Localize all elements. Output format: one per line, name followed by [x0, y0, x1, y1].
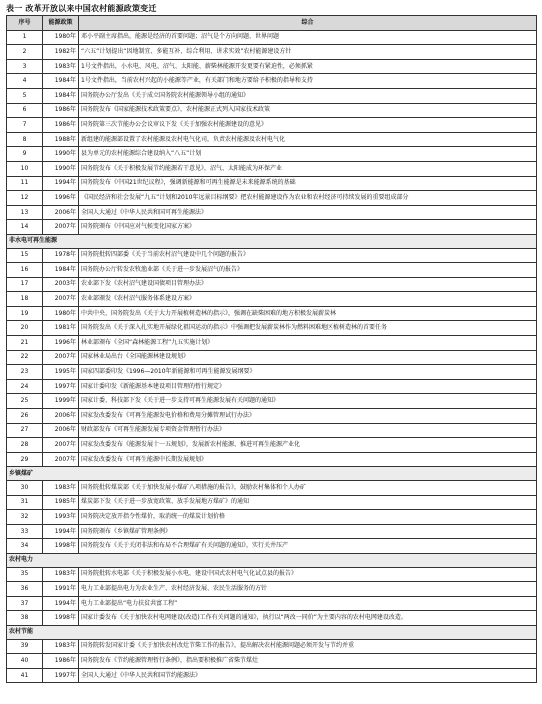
row-number: 27 [7, 423, 43, 438]
row-number: 21 [7, 336, 43, 351]
row-year: 1994年 [43, 176, 79, 191]
table-row [7, 524, 537, 539]
row-year: 1994年 [43, 524, 79, 539]
row-year: 1983年 [43, 567, 79, 582]
row-year: 1980年 [43, 30, 79, 45]
header-content: 综合 [79, 16, 537, 31]
row-year: 1988年 [43, 132, 79, 147]
row-year: 1998年 [43, 611, 79, 626]
row-year: 1983年 [43, 59, 79, 74]
row-number: 5 [7, 88, 43, 103]
row-number: 30 [7, 481, 43, 496]
table-row [7, 379, 537, 394]
row-number: 36 [7, 582, 43, 597]
table-row [7, 495, 537, 510]
row-year: 1986年 [43, 118, 79, 133]
row-number: 32 [7, 510, 43, 525]
section-row [7, 234, 537, 248]
row-content: 国家林业局出台《全国能源林建设规划》 [79, 350, 537, 365]
header-seq: 序号 [7, 16, 43, 31]
table-row [7, 423, 537, 438]
row-number: 24 [7, 379, 43, 394]
row-content: 林业部颁布《全国“森林能源工程”九五实施计划》 [79, 336, 537, 351]
row-content: 中共中央、国务院发出《关于大力开展植树造林的指示》，强调在缺柴困难的地方积极发展薪炭林 [79, 306, 537, 321]
row-content: 国务院发布《关于关闭非法和布局不合理煤矿有关问题的通知》，实行关井压产 [79, 539, 537, 554]
row-number: 34 [7, 539, 43, 554]
table-row [7, 205, 537, 220]
row-number: 40 [7, 654, 43, 669]
row-number: 19 [7, 306, 43, 321]
table-row [7, 639, 537, 654]
row-content: 国家发改委发布《能源发展十一五规划》，发展新农村能源、推进可再生能源产业化 [79, 438, 537, 453]
row-content: 国家发改委发布《可再生能源发电价格和费用分摊管理试行办法》 [79, 409, 537, 424]
row-year: 1986年 [43, 103, 79, 118]
row-content: 农业部颁发《农村沼气服务体系建设方案》 [79, 292, 537, 307]
table-row [7, 74, 537, 89]
row-content: 国家计委、科技部下发《关于进一步支持可再生能源发展有关问题的通知》 [79, 394, 537, 409]
row-number: 15 [7, 248, 43, 263]
row-content: 国务院办公厅转发农牧渔业部《关于进一步发展沼气的报告》 [79, 263, 537, 278]
table-row [7, 654, 537, 669]
table-row [7, 321, 537, 336]
row-content: 邓小平副主席指出，能源是经济的首要问题；沼气是个方向问题、世界问题 [79, 30, 537, 45]
row-number: 2 [7, 45, 43, 60]
row-year: 2006年 [43, 205, 79, 220]
table-row [7, 365, 537, 380]
row-number: 16 [7, 263, 43, 278]
row-content: 国家计委发布《关于加快农村电网建设(改造)工作有关问题的通知》，执行以“两改一同价”为主要内容的农村电网建设改造。 [79, 611, 537, 626]
table-row [7, 596, 537, 611]
table-row [7, 452, 537, 467]
row-content: 1号文件指出，小水电、风电、沼气、太阳能、薪柴林能源开发更要有紧迫性，必须抓紧 [79, 59, 537, 74]
row-year: 1982年 [43, 45, 79, 60]
table-row [7, 306, 537, 321]
row-year: 1990年 [43, 161, 79, 176]
table-row [7, 567, 537, 582]
table-row [7, 220, 537, 235]
row-content: 国务院批转四部委《关于当前农村沼气建设中几个问题的报告》 [79, 248, 537, 263]
row-content: 国务院发布《节约能源管理暂行条例》，指出要积极推广省柴节煤灶 [79, 654, 537, 669]
row-number: 4 [7, 74, 43, 89]
table-row [7, 582, 537, 597]
row-year: 2006年 [43, 409, 79, 424]
table-row [7, 132, 537, 147]
table-row [7, 176, 537, 191]
row-year: 1984年 [43, 74, 79, 89]
table-row [7, 277, 537, 292]
row-content: 国务院办公厅发出《关于成立国务院农村能源领导小组的通知》 [79, 88, 537, 103]
row-content: 财政部发布《可再生能源发展专项资金管理暂行办法》 [79, 423, 537, 438]
row-year: 1984年 [43, 88, 79, 103]
row-content: 国务院发出《关于深入扎实地开展绿化祖国运动的指示》中强调把发展薪炭林作为燃料困难地区植树造林的首要任务 [79, 321, 537, 336]
row-year: 1998年 [43, 539, 79, 554]
row-content: 全国人大通过《中华人民共和国节约能源法》 [79, 668, 537, 683]
row-number: 20 [7, 321, 43, 336]
section-heading: 农村节能 [7, 625, 537, 639]
row-number: 1 [7, 30, 43, 45]
table-row [7, 263, 537, 278]
row-number: 41 [7, 668, 43, 683]
row-year: 1983年 [43, 639, 79, 654]
row-number: 31 [7, 495, 43, 510]
row-content: “六五”计划提出“因地制宜、多能互补、综合利用、讲求实效”农村能源建设方针 [79, 45, 537, 60]
row-content: 国务院发布《国家能源技术政策要点》，农村能源正式列入国家技术政策 [79, 103, 537, 118]
table-row [7, 611, 537, 626]
section-heading: 农村电力 [7, 553, 537, 567]
row-content: 国务院转发国家计委《关于加快农村改灶节柴工作的报告》，提出解决农村能源问题必须开发与节约并重 [79, 639, 537, 654]
row-number: 35 [7, 567, 43, 582]
row-year: 2003年 [43, 277, 79, 292]
row-year: 1981年 [43, 321, 79, 336]
row-content: 农业部下发《农村沼气建设国债项目管理办法》 [79, 277, 537, 292]
table-row [7, 336, 537, 351]
row-year: 1999年 [43, 394, 79, 409]
row-number: 10 [7, 161, 43, 176]
row-number: 25 [7, 394, 43, 409]
row-content: 国务院决定放开指令性煤价，取消统一的煤炭计划价格 [79, 510, 537, 525]
row-content: 国家四部委印发《1996—2010年新能源和可再生能源发展纲要》 [79, 365, 537, 380]
row-content: 新组建的能源部设置了农村能源及农村电气化司，负责农村能源及农村电气化 [79, 132, 537, 147]
row-number: 9 [7, 147, 43, 162]
row-content: 国务院发布《中国21世纪议程》，强调新能源和可再生能源是未来能源系统的基础 [79, 176, 537, 191]
row-year: 2007年 [43, 452, 79, 467]
row-year: 1995年 [43, 365, 79, 380]
row-content: 《国民经济和社会发展“九五”计划和2010年远景目标纲要》把农村能源建设作为农业和农村经济可持续发展的重要组成部分 [79, 191, 537, 206]
table-row [7, 394, 537, 409]
section-heading: 乡镇煤矿 [7, 467, 537, 481]
row-number: 28 [7, 438, 43, 453]
row-year: 1986年 [43, 654, 79, 669]
table-row [7, 248, 537, 263]
table-row [7, 409, 537, 424]
table-header-row [7, 16, 537, 31]
table-row [7, 668, 537, 683]
row-content: 国务院批转水电部《关于积极发展小水电，建设中国式农村电气化试点县的报告》 [79, 567, 537, 582]
table-row [7, 191, 537, 206]
row-year: 2007年 [43, 292, 79, 307]
table-body [7, 30, 537, 683]
row-year: 1978年 [43, 248, 79, 263]
row-content: 国务院第三次节能办公会议审议下发《关于加强农村能源建设的意见》 [79, 118, 537, 133]
row-year: 1990年 [43, 147, 79, 162]
row-year: 1997年 [43, 668, 79, 683]
row-number: 14 [7, 220, 43, 235]
row-number: 38 [7, 611, 43, 626]
table-row [7, 292, 537, 307]
table-row [7, 438, 537, 453]
row-year: 1996年 [43, 336, 79, 351]
row-year: 2007年 [43, 220, 79, 235]
row-year: 1991年 [43, 582, 79, 597]
row-year: 1993年 [43, 510, 79, 525]
row-year: 1984年 [43, 263, 79, 278]
row-content: 国务院批转煤炭部《关于加快发展小煤矿八项措施的报告》，鼓励农村集体和个人办矿 [79, 481, 537, 496]
table-row [7, 30, 537, 45]
row-content: 国务院发布《关于积极发展节约能源若干意见》，沼气、太阳能成为环保产业 [79, 161, 537, 176]
row-year: 2007年 [43, 438, 79, 453]
row-content: 电力工业部提出“电力扶贫共富工程” [79, 596, 537, 611]
row-number: 6 [7, 103, 43, 118]
row-number: 22 [7, 350, 43, 365]
row-number: 3 [7, 59, 43, 74]
row-number: 23 [7, 365, 43, 380]
row-year: 1980年 [43, 306, 79, 321]
row-content: 国务院颁布《中国应对气候变化国家方案》 [79, 220, 537, 235]
table-row [7, 161, 537, 176]
table-row [7, 510, 537, 525]
row-number: 17 [7, 277, 43, 292]
row-year: 2006年 [43, 423, 79, 438]
row-content: 1号文件指出，当前农村兴起的小能源等产业，有关部门和地方要给予积极的指导和支持 [79, 74, 537, 89]
row-content: 国家计委印发《新能源基本建设项目管理的暂行规定》 [79, 379, 537, 394]
row-content: 县为单元的农村能源综合建设纳入“八五”计划 [79, 147, 537, 162]
section-row [7, 625, 537, 639]
row-year: 1996年 [43, 191, 79, 206]
table-row [7, 59, 537, 74]
row-year: 2007年 [43, 350, 79, 365]
row-number: 29 [7, 452, 43, 467]
row-year: 1983年 [43, 481, 79, 496]
table-row [7, 539, 537, 554]
row-number: 7 [7, 118, 43, 133]
section-row [7, 467, 537, 481]
row-number: 33 [7, 524, 43, 539]
table-row [7, 45, 537, 60]
row-number: 37 [7, 596, 43, 611]
table-row [7, 103, 537, 118]
table-row [7, 350, 537, 365]
row-year: 1997年 [43, 379, 79, 394]
row-content: 国家发改委发布《可再生能源中长期发展规划》 [79, 452, 537, 467]
row-year: 1985年 [43, 495, 79, 510]
row-content: 全国人大通过《中华人民共和国可再生能源法》 [79, 205, 537, 220]
table-title: 表一 改革开放以来中国农村能源政策变迁 [6, 4, 157, 13]
row-content: 煤炭部下发《关于进一步放宽政策、放手发展地方煤矿》的通知 [79, 495, 537, 510]
row-number: 39 [7, 639, 43, 654]
row-number: 12 [7, 191, 43, 206]
table-row [7, 481, 537, 496]
row-number: 13 [7, 205, 43, 220]
table-row [7, 118, 537, 133]
row-number: 8 [7, 132, 43, 147]
policy-table [6, 15, 537, 683]
row-year: 1994年 [43, 596, 79, 611]
row-number: 11 [7, 176, 43, 191]
table-row [7, 147, 537, 162]
section-heading: 非水电可再生能源 [7, 234, 537, 248]
section-row [7, 553, 537, 567]
table-row [7, 88, 537, 103]
row-content: 电力工业部提出电力为农业生产、农村经济发展、农民生活服务的方针 [79, 582, 537, 597]
row-number: 26 [7, 409, 43, 424]
row-number: 18 [7, 292, 43, 307]
header-policy: 能源政策 [43, 16, 79, 31]
row-content: 国务院颁布《乡镇煤矿管理条例》 [79, 524, 537, 539]
